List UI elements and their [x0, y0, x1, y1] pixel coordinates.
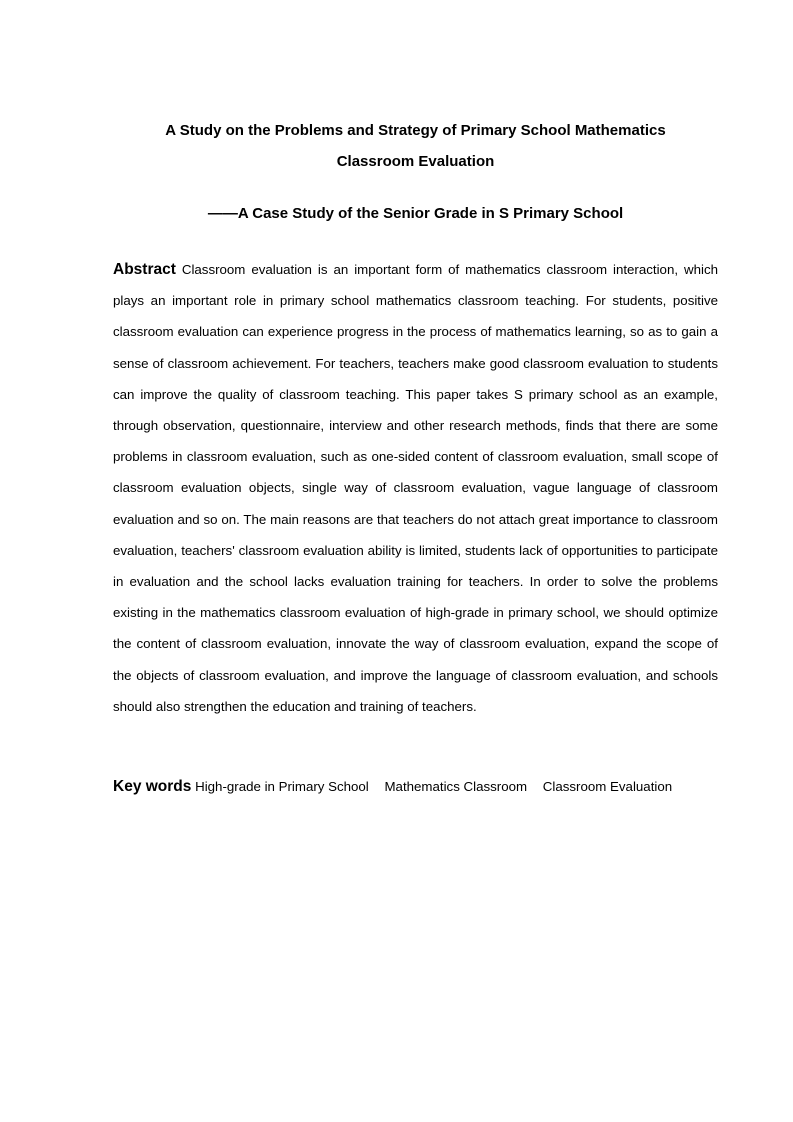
abstract-text: Classroom evaluation is an important form of mathematics classroom interaction, which plays an important role in primary school mathematics classroom teaching. For students, positive classroom evaluation can experience progress in the process of mathematics learning, so as to gain a sense of classroom achievement. For teachers, teachers make good classroom evaluation to students can improve the quality of classroom teaching. This paper takes S primary school as an example, through observation, questionnaire, interview and other research methods, finds that there are some problems in classroom evaluation, such as one-sided content of classroom evaluation, small scope of classroom evaluation objects, single way of classroom evaluation, vague language of classroom evaluation and so on. The main reasons are that teachers do not attach great importance to classroom evaluation, teachers' classroom evaluation ability is limited, students lack of opportunities to participate in evaluation and the school lacks evaluation training for teachers. In order to solve the problems existing in the mathematics classroom evaluation of high-grade in primary school, we should optimize the content of classroom evaluation, innovate the way of classroom evaluation, expand the scope of the objects of classroom evaluation, and improve the language of classroom evaluation, and schools should also strengthen the education and training of teachers. [113, 262, 718, 714]
keywords-label: Key words [113, 778, 192, 795]
keyword-item: Classroom Evaluation [542, 779, 673, 794]
abstract-label: Abstract [113, 261, 176, 278]
subtitle: ——A Case Study of the Senior Grade in S Primary School [207, 205, 624, 222]
keyword-item: Mathematics Classroom [384, 779, 528, 794]
keywords-line [113, 774, 733, 800]
keyword-item: High-grade in Primary School [195, 779, 369, 794]
title-line-1: A Study on the Problems and Strategy of Primary School Mathematics [165, 122, 666, 139]
title-line-2: Classroom Evaluation [336, 153, 495, 170]
abstract-paragraph [113, 254, 718, 722]
